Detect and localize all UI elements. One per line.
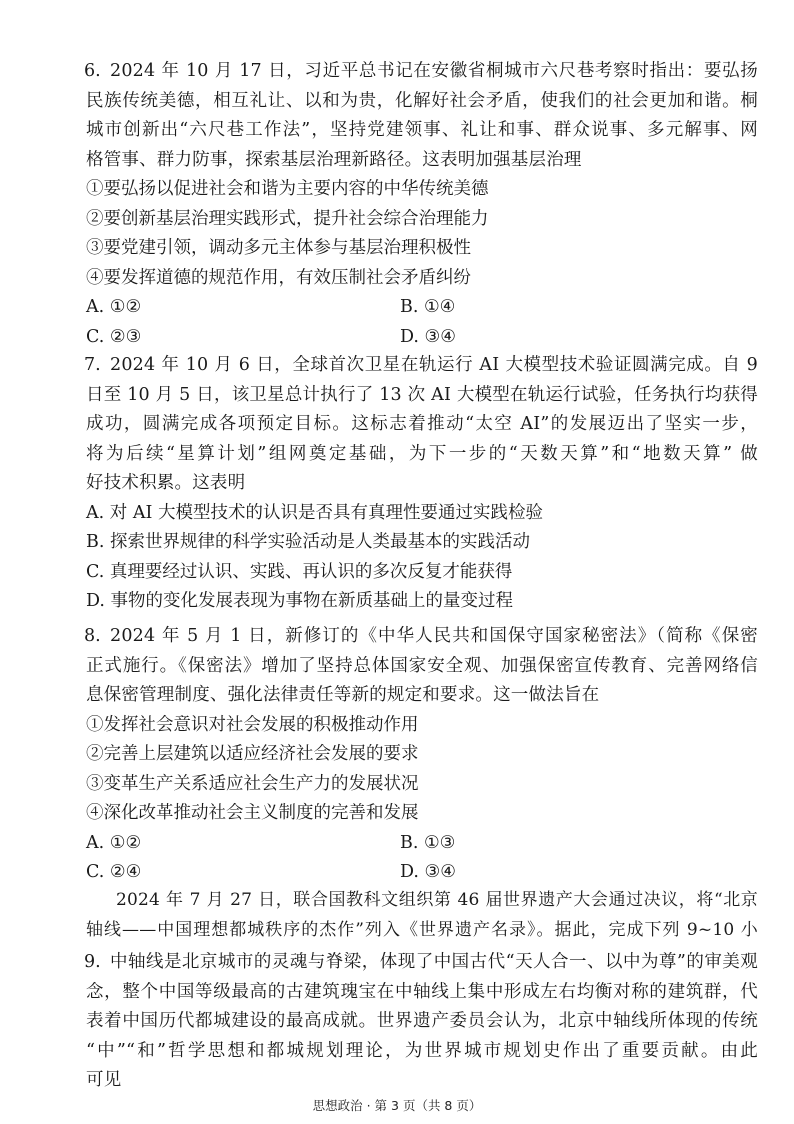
passage-line: 轴线——中国理想都城秩序的杰作”列入《世界遗产名录》。据此，完成下列 9~10 小 bbox=[86, 919, 758, 940]
question-text-line: 息保密管理制度、强化法律责任等新的规定和要求。这一做法旨在 bbox=[86, 685, 600, 705]
question-6 bbox=[86, 57, 758, 352]
choice-a: A. ①② bbox=[86, 832, 142, 853]
statement: ①发挥社会意识对社会发展的积极推动作用 bbox=[86, 714, 419, 735]
statement: ③要党建引领，调动多元主体参与基层治理积极性 bbox=[86, 238, 471, 258]
statement: ③变革生产关系适应社会生产力的发展状况 bbox=[86, 773, 419, 794]
question-number: 6. bbox=[84, 61, 101, 81]
question-text-line: 将为后续“星算计划”组网奠定基础，为下一步的“天数天算”和“地数天算” 做 bbox=[86, 443, 758, 464]
statement: ④要发挥道德的规范作用，有效压制社会矛盾纠纷 bbox=[86, 267, 471, 288]
question-text-line: 正式施行。《保密法》增加了坚持总体国家安全观、加强保密宣传教育、完善网络信 bbox=[86, 655, 758, 676]
question-9 bbox=[86, 948, 758, 1096]
question-text-line: 好技术积累。这表明 bbox=[86, 473, 246, 493]
question-text-line: 城市创新出“六尺巷工作法”，坚持党建领事、礼让和事、群众说事、多元解事、网 bbox=[86, 120, 758, 140]
choice-d: D. ③④ bbox=[400, 326, 456, 347]
question-text-line: 2024 年 10 月 6 日，全球首次卫星在轨运行 AI 大模型技术验证圆满完成。自 9 bbox=[110, 355, 758, 375]
statement: ②要创新基层治理实践形式，提升社会综合治理能力 bbox=[86, 208, 489, 229]
question-text-line: 格管事、群力防事，探索基层治理新路径。这表明加强基层治理 bbox=[86, 149, 582, 170]
question-text-line: 可见 bbox=[86, 1070, 122, 1090]
page-footer: 思想政治 · 第 3 页（共 8 页） bbox=[312, 1098, 482, 1113]
choice-c: C. ②③ bbox=[86, 326, 142, 347]
option-c: C. 真理要经过认识、实践、再认识的多次反复才能获得 bbox=[86, 561, 513, 582]
choice-d: D. ③④ bbox=[400, 862, 456, 882]
question-number: 7. bbox=[84, 355, 101, 375]
answer-choices bbox=[86, 293, 758, 352]
statement: ①要弘扬以促进社会和谐为主要内容的中华传统美德 bbox=[86, 179, 489, 199]
question-7 bbox=[86, 351, 758, 617]
question-text-line: 成功，圆满完成各项预定目标。这标志着推动“太空 AI”的发展迈出了坚实一步， bbox=[86, 414, 758, 434]
question-text-line: 表着中国历代都城建设的最高成就。世界遗产委员会认为，北京中轴线所体现的传统 bbox=[86, 1011, 758, 1031]
choice-c: C. ②④ bbox=[86, 862, 142, 882]
answer-choices bbox=[86, 829, 758, 888]
option-a: A. 对 AI 大模型技术的认识是否具有真理性要通过实践检验 bbox=[86, 502, 543, 523]
question-text-line: 日至 10 月 5 日，该卫星总计执行了 13 次 AI 大模型在轨运行试验，任务执行均获得 bbox=[86, 384, 758, 405]
choice-b: B. ①④ bbox=[400, 297, 456, 317]
choice-a: A. ①② bbox=[86, 297, 142, 317]
question-text-line: 2024 年 5 月 1 日，新修订的《中华人民共和国保守国家秘密法》（简称《保密 bbox=[110, 626, 758, 646]
option-b: B. 探索世界规律的科学实验活动是人类最基本的实践活动 bbox=[86, 532, 530, 552]
shared-passage bbox=[86, 886, 758, 945]
choice-b: B. ①③ bbox=[400, 832, 456, 853]
question-text-line: 2024 年 10 月 17 日，习近平总书记在安徽省桐城市六尺巷考察时指出：要弘扬 bbox=[110, 61, 758, 81]
question-text-line: 中轴线是北京城市的灵魂与脊梁，体现了中国古代“天人合一、以中为尊”的审美观 bbox=[110, 952, 758, 972]
statement: ②完善上层建筑以适应经济社会发展的要求 bbox=[86, 744, 419, 764]
passage-line: 2024 年 7 月 27 日，联合国教科文组织第 46 届世界遗产大会通过决议，将“北京 bbox=[116, 890, 758, 910]
question-text-line: 民族传统美德，相互礼让、以和为贵，化解好社会矛盾，使我们的社会更加和谐。桐 bbox=[86, 90, 758, 111]
question-8 bbox=[86, 622, 758, 888]
question-text-line: 念，整个中国等级最高的古建筑瑰宝在中轴线上集中形成左右均衡对称的建筑群，代 bbox=[86, 981, 758, 1002]
question-number: 8. bbox=[84, 626, 101, 646]
option-d: D. 事物的变化发展表现为事物在新质基础上的量变过程 bbox=[86, 591, 514, 611]
question-number: 9. bbox=[84, 952, 101, 972]
statement: ④深化改革推动社会主义制度的完善和发展 bbox=[86, 803, 419, 823]
question-text-line: “中”“和”哲学思想和都城规划理论，为世界城市规划史作出了重要贡献。由此 bbox=[86, 1040, 758, 1061]
